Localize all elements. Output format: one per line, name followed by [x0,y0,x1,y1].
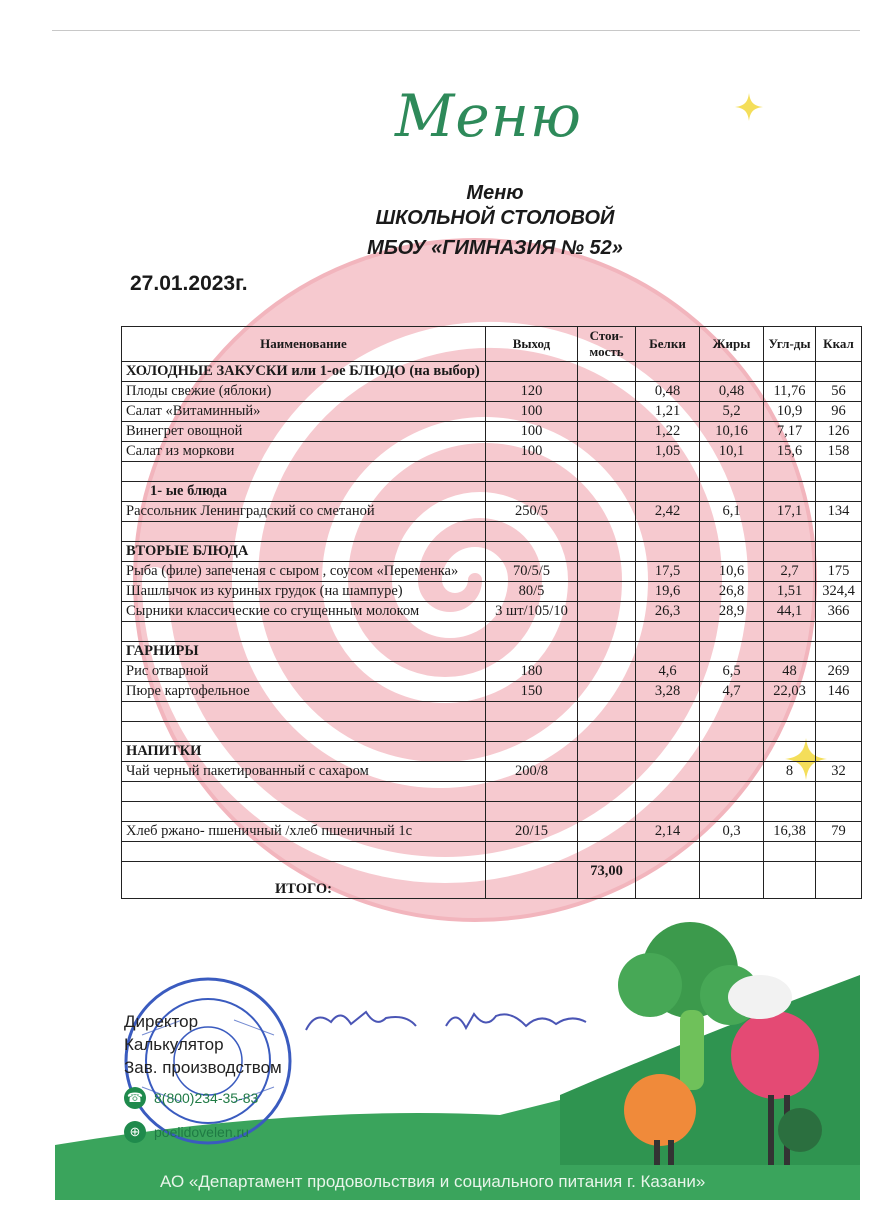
table-cell: 3,28 [636,682,700,702]
table-cell [486,622,578,642]
dish-name: Салат «Витаминный» [122,402,486,422]
table-cell: 11,76 [764,382,816,402]
signatories [124,1010,282,1079]
table-row [122,422,862,442]
table-cell [578,442,636,462]
table-cell [700,802,764,822]
table-cell: 48 [764,662,816,682]
table-cell [816,742,862,762]
table-cell [486,862,578,899]
table-cell: 0,48 [700,382,764,402]
table-cell: 100 [486,442,578,462]
table-cell: 158 [816,442,862,462]
dish-name [122,522,486,542]
table-cell [636,862,700,899]
table-cell [816,462,862,482]
table-cell: 10,16 [700,422,764,442]
table-cell [578,842,636,862]
dish-name [122,782,486,802]
table-row [122,662,862,682]
section-title: НАПИТКИ [122,742,486,762]
table-cell: 2,14 [636,822,700,842]
table-cell [816,722,862,742]
col-header-fat: Жиры [700,327,764,362]
table-cell [578,642,636,662]
table-cell [764,782,816,802]
dish-name [122,722,486,742]
dish-name [122,702,486,722]
table-cell [700,542,764,562]
table-cell: 15,6 [764,442,816,462]
dish-name: Винегрет овощной [122,422,486,442]
table-cell [486,702,578,722]
section-title: ВТОРЫЕ БЛЮДА [122,542,486,562]
table-cell [486,542,578,562]
table-cell [816,482,862,502]
table-cell [700,522,764,542]
table-cell: 2,42 [636,502,700,522]
table-header-row [122,327,862,362]
table-cell [700,842,764,862]
table-cell: 4,6 [636,662,700,682]
table-cell [486,482,578,502]
table-cell [816,642,862,662]
table-cell [486,742,578,762]
phone-icon: ☎ [124,1087,146,1109]
table-cell [578,482,636,502]
table-cell [636,762,700,782]
table-cell [816,782,862,802]
table-cell [578,802,636,822]
table-cell: 175 [816,562,862,582]
table-cell: 146 [816,682,862,702]
table-cell: 366 [816,602,862,622]
menu-subtitle: Меню [466,182,524,204]
section-title: ХОЛОДНЫЕ ЗАКУСКИ или 1-ое БЛЮДО (на выбор) [122,362,486,382]
table-cell [764,522,816,542]
table-cell [486,362,578,382]
dish-name: Шашлычок из куриных грудок (на шампуре) [122,582,486,602]
col-header-name: Наименование [122,327,486,362]
table-cell [578,622,636,642]
table-cell [764,862,816,899]
scan-edge-line [52,30,860,31]
table-cell: 134 [816,502,862,522]
table-cell [578,562,636,582]
table-cell [700,742,764,762]
table-cell [700,482,764,502]
table-cell: 44,1 [764,602,816,622]
total-value: 73,00 [578,862,636,899]
dish-name: Сырники классические со сгущенным молоком [122,602,486,622]
table-cell [578,362,636,382]
table-cell [764,702,816,722]
table-row [122,822,862,842]
blank-row [122,722,862,742]
canteen-subtitle: ШКОЛЬНОЙ СТОЛОВОЙ [375,207,615,229]
blank-row [122,802,862,822]
col-header-protein: Белки [636,327,700,362]
table-cell [816,702,862,722]
table-cell: 70/5/5 [486,562,578,582]
table-cell: 126 [816,422,862,442]
table-cell [700,642,764,662]
dish-name: Рис отварной [122,662,486,682]
table-cell: 5,2 [700,402,764,422]
table-cell: 2,7 [764,562,816,582]
table-cell: 10,1 [700,442,764,462]
dish-name: Пюре картофельное [122,682,486,702]
blank-row [122,702,862,722]
table-cell: 26,8 [700,582,764,602]
table-cell: 0,48 [636,382,700,402]
table-cell: 1,21 [636,402,700,422]
table-cell [486,842,578,862]
blank-row [122,622,862,642]
table-cell [578,422,636,442]
website-link[interactable]: poelidovelen.ru [154,1124,249,1140]
table-row [122,762,862,782]
director-label: Директор [124,1012,199,1031]
table-cell [764,642,816,662]
table-cell: 96 [816,402,862,422]
table-cell [816,802,862,822]
table-cell [636,782,700,802]
phone-contact [124,1087,258,1109]
section-row [122,542,862,562]
table-cell [636,642,700,662]
table-cell [764,482,816,502]
table-cell [636,722,700,742]
table-cell: 17,1 [764,502,816,522]
blank-row [122,842,862,862]
table-cell: 120 [486,382,578,402]
table-cell: 56 [816,382,862,402]
table-cell: 20/15 [486,822,578,842]
section-row [122,482,862,502]
production-label: Зав. производством [124,1058,282,1077]
dish-name: Хлеб ржано- пшеничный /хлеб пшеничный 1с [122,822,486,842]
table-cell: 324,4 [816,582,862,602]
table-cell [486,782,578,802]
dish-name: Рассольник Ленинградский со сметаной [122,502,486,522]
organization-name: АО «Департамент продовольствия и социального питания г. Казани» [160,1172,706,1191]
table-cell [486,722,578,742]
table-cell [636,742,700,762]
section-title: ГАРНИРЫ [122,642,486,662]
menu-date: 27.01.2023г. [130,272,248,295]
table-cell: 1,05 [636,442,700,462]
menu-table [121,326,862,899]
table-cell [700,702,764,722]
table-cell [578,582,636,602]
table-cell: 0,3 [700,822,764,842]
table-cell: 1,51 [764,582,816,602]
table-cell: 269 [816,662,862,682]
section-row [122,742,862,762]
table-cell [486,802,578,822]
table-cell: 80/5 [486,582,578,602]
table-cell [578,542,636,562]
col-header-kcal: Ккал [816,327,862,362]
table-cell: 3 шт/105/10 [486,602,578,622]
table-cell: 32 [816,762,862,782]
table-cell [578,702,636,722]
table-cell [636,802,700,822]
table-cell: 17,5 [636,562,700,582]
table-cell [764,362,816,382]
table-cell: 26,3 [636,602,700,622]
col-header-carbs: Угл-ды [764,327,816,362]
table-cell [700,622,764,642]
table-cell [700,862,764,899]
table-row [122,402,862,422]
dish-name [122,802,486,822]
table-cell [636,362,700,382]
table-cell [764,622,816,642]
table-cell: 28,9 [700,602,764,622]
col-header-cost: Стои-мость [578,327,636,362]
table-cell: 4,7 [700,682,764,702]
table-row [122,682,862,702]
table-cell [578,402,636,422]
table-cell [700,462,764,482]
section-row [122,642,862,662]
blank-row [122,782,862,802]
table-cell [636,842,700,862]
table-cell [486,642,578,662]
table-cell: 1,22 [636,422,700,442]
table-cell [764,742,816,762]
table-cell: 10,6 [700,562,764,582]
dish-name: Рыба (филе) запеченая с сыром , соусом «Переменка» [122,562,486,582]
table-cell: 200/8 [486,762,578,782]
table-cell [578,722,636,742]
section-title: 1- ые блюда [122,482,486,502]
table-cell [636,622,700,642]
table-cell: 6,5 [700,662,764,682]
table-cell [578,502,636,522]
table-cell [578,382,636,402]
table-cell [636,482,700,502]
signature-mark [296,1000,596,1045]
table-cell [764,542,816,562]
table-cell [578,682,636,702]
table-row [122,442,862,462]
table-cell [578,742,636,762]
table-cell: 100 [486,422,578,442]
table-cell: 8 [764,762,816,782]
dish-name: Салат из моркови [122,442,486,462]
table-cell [578,462,636,482]
table-cell: 79 [816,822,862,842]
table-cell [636,702,700,722]
table-row [122,562,862,582]
total-label: ИТОГО: [122,862,486,899]
total-row [122,862,862,899]
globe-icon: ⊕ [124,1121,146,1143]
table-cell [816,362,862,382]
calculator-label: Калькулятор [124,1035,224,1054]
table-cell [816,842,862,862]
table-cell [764,462,816,482]
table-cell: 16,38 [764,822,816,842]
table-cell [816,862,862,899]
table-cell [578,822,636,842]
table-cell [636,522,700,542]
table-row [122,502,862,522]
table-cell: 250/5 [486,502,578,522]
table-cell: 10,9 [764,402,816,422]
phone-number: 8(800)234-35-83 [154,1090,259,1106]
table-cell: 100 [486,402,578,422]
table-cell [816,542,862,562]
table-cell [578,762,636,782]
table-cell: 150 [486,682,578,702]
table-cell [816,522,862,542]
blank-row [122,462,862,482]
table-cell [764,842,816,862]
table-cell [764,802,816,822]
table-cell [764,722,816,742]
table-cell [578,782,636,802]
table-cell [578,602,636,622]
table-cell: 22,03 [764,682,816,702]
dish-name: Плоды свежие (яблоки) [122,382,486,402]
table-cell [700,762,764,782]
table-cell [486,462,578,482]
table-cell [578,522,636,542]
table-cell [486,522,578,542]
menu-logo-title: Меню [395,82,582,150]
table-cell: 7,17 [764,422,816,442]
table-row [122,382,862,402]
table-cell: 180 [486,662,578,682]
dish-name [122,462,486,482]
table-cell: 6,1 [700,502,764,522]
dish-name [122,842,486,862]
table-cell [816,622,862,642]
col-header-output: Выход [486,327,578,362]
blank-row [122,522,862,542]
table-cell [700,362,764,382]
table-row [122,582,862,602]
section-row [122,362,862,382]
table-cell [578,662,636,682]
dish-name [122,622,486,642]
table-cell [636,462,700,482]
table-row [122,602,862,622]
table-cell: 19,6 [636,582,700,602]
school-subtitle: МБОУ «ГИМНАЗИЯ № 52» [367,237,623,259]
table-cell [700,782,764,802]
dish-name: Чай черный пакетированный с сахаром [122,762,486,782]
website-contact [124,1121,249,1143]
table-cell [700,722,764,742]
table-cell [636,542,700,562]
sparkle-icon [735,93,763,121]
